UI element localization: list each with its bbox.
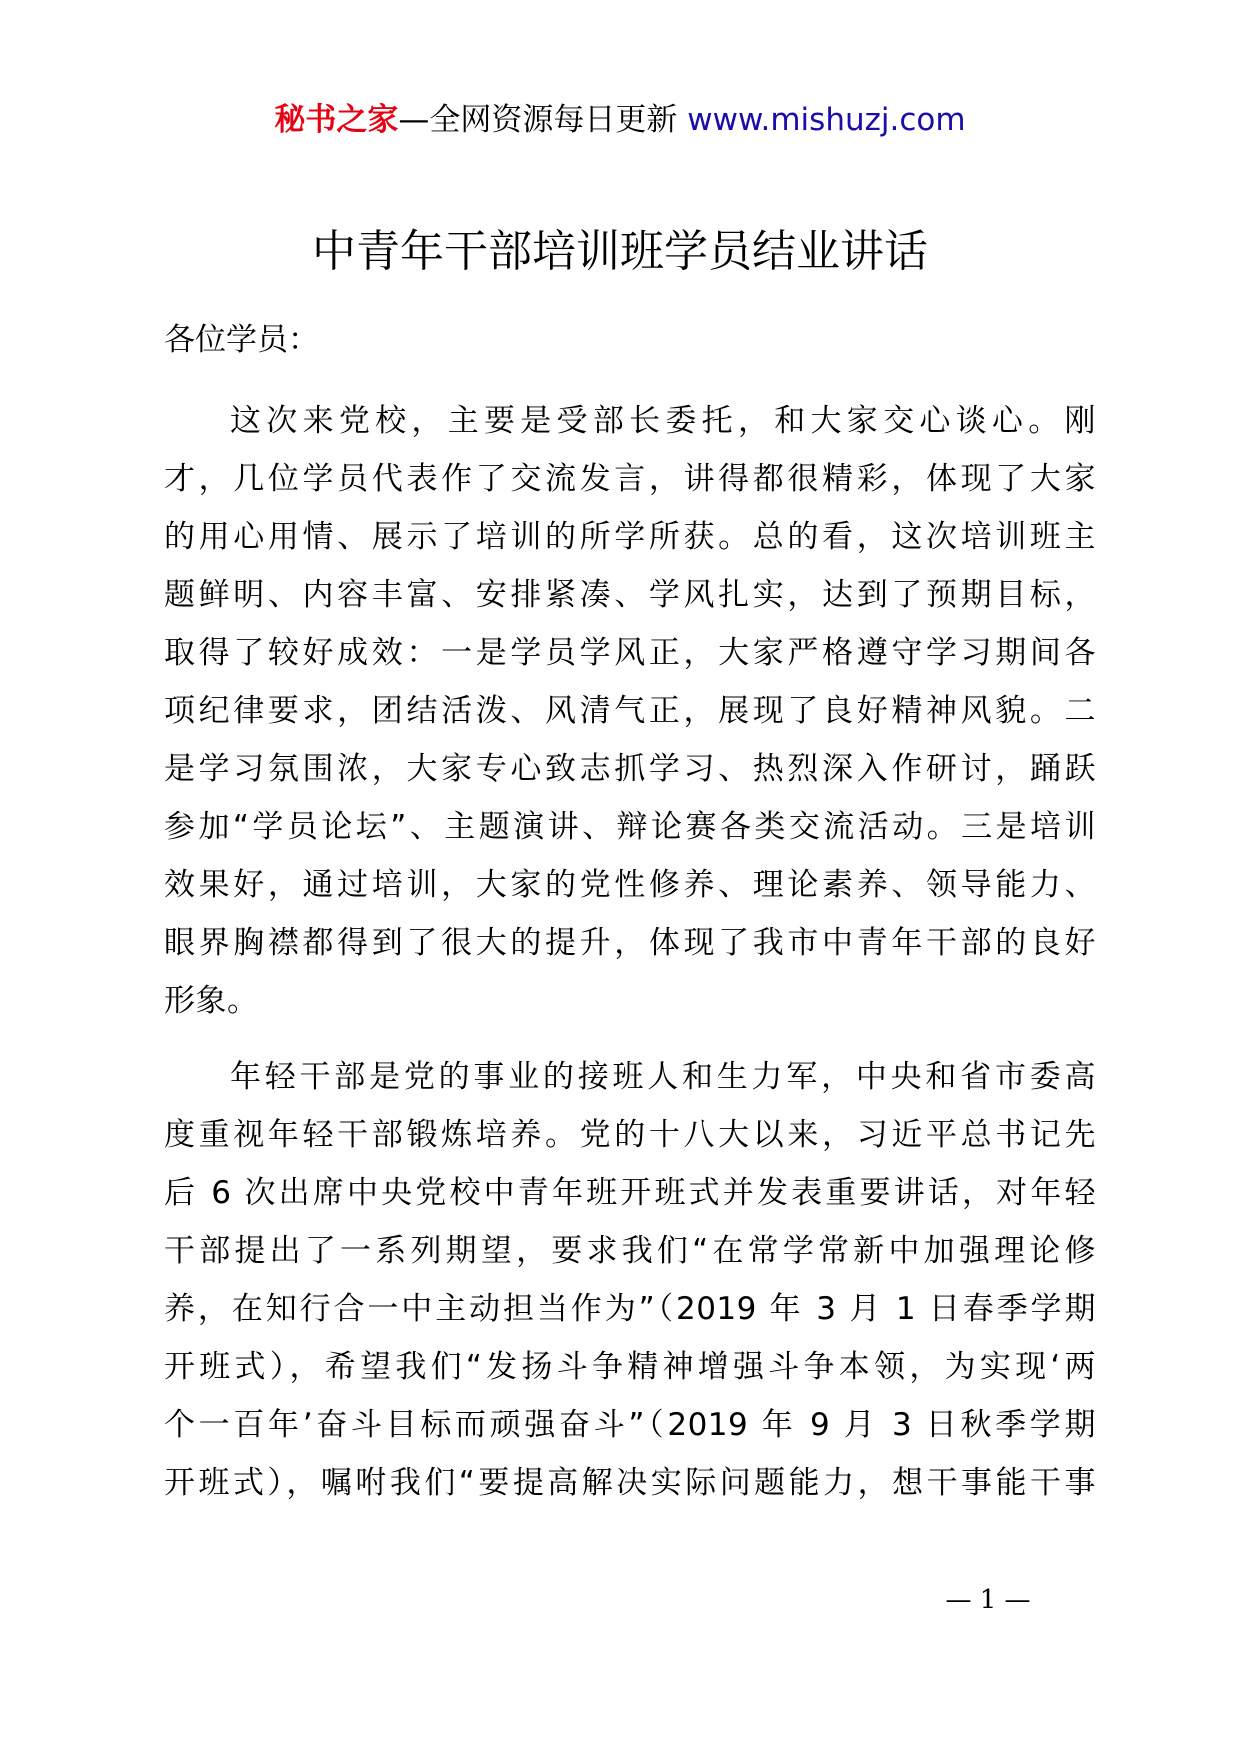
text-line: 效果好，通过培训，大家的党性修养、理论素养、领导能力、 bbox=[164, 867, 1096, 903]
text-line: 题鲜明、内容丰富、安排紧凑、学风扎实，达到了预期目标， bbox=[164, 577, 1096, 613]
text-line: 养，在知行合一中主动担当作为”（2019 年 3 月 1 日春季学期 bbox=[164, 1291, 1096, 1327]
page-number: — 1 — bbox=[945, 1585, 1031, 1615]
text-line: 的用心用情、展示了培训的所学所获。总的看，这次培训班主 bbox=[164, 519, 1096, 555]
text-line: 取得了较好成效：一是学员学风正，大家严格遵守学习期间各 bbox=[164, 635, 1096, 671]
text-line: 年轻干部是党的事业的接班人和生力军，中央和省市委高 bbox=[230, 1059, 1096, 1095]
body-paragraph-1 bbox=[164, 392, 1096, 1030]
body-paragraph-2 bbox=[164, 1048, 1096, 1512]
text-line: 项纪律要求，团结活泼、风清气正，展现了良好精神风貌。二 bbox=[164, 693, 1096, 729]
text-line: 形象。 bbox=[164, 983, 259, 1019]
text-line: 后 6 次出席中央党校中青年班开班式并发表重要讲话，对年轻 bbox=[164, 1175, 1096, 1211]
brand-tagline: —全网资源每日更新 bbox=[398, 102, 678, 138]
site-url-link[interactable]: www.mishuzj.com bbox=[687, 102, 966, 138]
text-line: 开班式），嘱咐我们“要提高解决实际问题能力，想干事能干事 bbox=[164, 1465, 1096, 1501]
text-line: 度重视年轻干部锻炼培养。党的十八大以来，习近平总书记先 bbox=[164, 1117, 1096, 1153]
text-line: 开班式），希望我们“发扬斗争精神增强斗争本领，为实现‘两 bbox=[164, 1349, 1096, 1385]
text-line: 才，几位学员代表作了交流发言，讲得都很精彩，体现了大家 bbox=[164, 461, 1096, 497]
text-line: 参加“学员论坛”、主题演讲、辩论赛各类交流活动。三是培训 bbox=[164, 809, 1096, 845]
text-line: 个一百年’奋斗目标而顽强奋斗”（2019 年 9 月 3 日秋季学期 bbox=[164, 1407, 1096, 1443]
text-line: 眼界胸襟都得到了很大的提升，体现了我市中青年干部的良好 bbox=[164, 925, 1096, 961]
text-line: 干部提出了一系列期望，要求我们“在常学常新中加强理论修 bbox=[164, 1233, 1096, 1269]
text-line: 这次来党校，主要是受部长委托，和大家交心谈心。刚 bbox=[230, 403, 1096, 439]
brand-name: 秘书之家 bbox=[274, 102, 399, 138]
text-line: 是学习氛围浓，大家专心致志抓学习、热烈深入作研讨，踊跃 bbox=[164, 751, 1096, 787]
salutation: 各位学员： bbox=[164, 322, 319, 358]
site-header-banner bbox=[0, 98, 1240, 142]
document-title: 中青年干部培训班学员结业讲话 bbox=[312, 226, 928, 277]
